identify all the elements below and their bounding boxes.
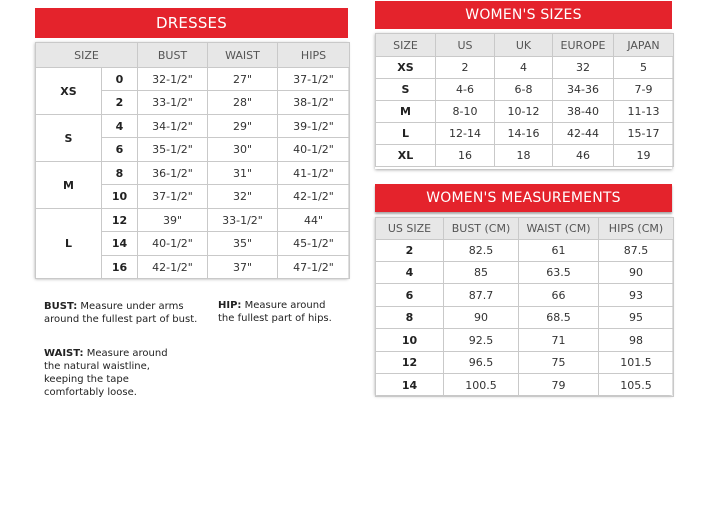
us-size-value: 8 xyxy=(376,307,444,329)
waist-value: 30" xyxy=(208,138,278,162)
hips-cm-value: 105.5 xyxy=(599,374,674,397)
table-row xyxy=(36,68,350,91)
bust-value: 32-1/2" xyxy=(138,68,208,91)
size-label: L xyxy=(376,123,436,145)
bust-value: 34-1/2" xyxy=(138,115,208,138)
us-size-value: 14 xyxy=(376,374,444,397)
hips-cm-value: 101.5 xyxy=(599,352,674,374)
hip-note xyxy=(218,299,343,325)
hip-note-text: Measure around the fullest part of hips. xyxy=(218,300,332,324)
waist-value: 37" xyxy=(208,256,278,279)
waist-value: 29" xyxy=(208,115,278,138)
womens-measurements-title: WOMEN'S MEASUREMENTS xyxy=(375,184,672,212)
table-row xyxy=(36,162,350,185)
size-label: XL xyxy=(376,145,436,167)
table-row xyxy=(376,262,674,284)
waist-cm-value: 63.5 xyxy=(519,262,599,284)
us-value: 12-14 xyxy=(436,123,495,145)
waist-note xyxy=(44,347,184,399)
hips-cm-value: 87.5 xyxy=(599,240,674,262)
hips-value: 40-1/2" xyxy=(278,138,350,162)
bust-note-text: Measure under arms around the fullest part of bust. xyxy=(44,301,198,325)
table-row xyxy=(376,123,674,145)
col-header-size: SIZE xyxy=(376,34,436,57)
table-row xyxy=(376,57,674,79)
size-number: 6 xyxy=(102,138,138,162)
size-number: 10 xyxy=(102,185,138,209)
uk-value: 14-16 xyxy=(495,123,553,145)
col-header-bust: BUST xyxy=(138,43,208,68)
waist-value: 27" xyxy=(208,68,278,91)
waist-cm-value: 61 xyxy=(519,240,599,262)
europe-value: 38-40 xyxy=(553,101,614,123)
us-size-value: 12 xyxy=(376,352,444,374)
japan-value: 11-13 xyxy=(614,101,674,123)
europe-value: 42-44 xyxy=(553,123,614,145)
japan-value: 5 xyxy=(614,57,674,79)
us-size-value: 6 xyxy=(376,284,444,307)
size-number: 2 xyxy=(102,91,138,115)
size-number: 14 xyxy=(102,232,138,256)
bust-note-label: BUST: xyxy=(44,301,78,312)
us-size-value: 2 xyxy=(376,240,444,262)
hips-cm-value: 98 xyxy=(599,329,674,352)
uk-value: 10-12 xyxy=(495,101,553,123)
bust-cm-value: 87.7 xyxy=(444,284,519,307)
col-header-waist-cm: WAIST (CM) xyxy=(519,218,599,240)
col-header-japan: JAPAN xyxy=(614,34,674,57)
japan-value: 19 xyxy=(614,145,674,167)
uk-value: 4 xyxy=(495,57,553,79)
waist-value: 31" xyxy=(208,162,278,185)
waist-cm-value: 68.5 xyxy=(519,307,599,329)
table-row xyxy=(376,145,674,167)
hips-value: 47-1/2" xyxy=(278,256,350,279)
hips-value: 41-1/2" xyxy=(278,162,350,185)
hips-cm-value: 93 xyxy=(599,284,674,307)
waist-note-label: WAIST: xyxy=(44,348,84,359)
waist-cm-value: 79 xyxy=(519,374,599,397)
bust-value: 42-1/2" xyxy=(138,256,208,279)
size-number: 12 xyxy=(102,209,138,232)
bust-value: 36-1/2" xyxy=(138,162,208,185)
size-number: 0 xyxy=(102,68,138,91)
bust-cm-value: 82.5 xyxy=(444,240,519,262)
waist-value: 35" xyxy=(208,232,278,256)
dresses-table xyxy=(35,42,350,279)
size-label: M xyxy=(376,101,436,123)
japan-value: 15-17 xyxy=(614,123,674,145)
bust-value: 39" xyxy=(138,209,208,232)
hips-cm-value: 90 xyxy=(599,262,674,284)
size-group: L xyxy=(36,209,102,279)
size-number: 8 xyxy=(102,162,138,185)
dresses-title: DRESSES xyxy=(35,8,348,38)
col-header-europe: EUROPE xyxy=(553,34,614,57)
hips-value: 39-1/2" xyxy=(278,115,350,138)
size-group: M xyxy=(36,162,102,209)
hips-value: 45-1/2" xyxy=(278,232,350,256)
bust-cm-value: 100.5 xyxy=(444,374,519,397)
col-header-bust-cm: BUST (CM) xyxy=(444,218,519,240)
womens-measurements-table xyxy=(375,217,674,397)
table-row xyxy=(376,240,674,262)
uk-value: 6-8 xyxy=(495,79,553,101)
hips-value: 37-1/2" xyxy=(278,68,350,91)
us-size-value: 10 xyxy=(376,329,444,352)
waist-cm-value: 71 xyxy=(519,329,599,352)
hips-value: 42-1/2" xyxy=(278,185,350,209)
japan-value: 7-9 xyxy=(614,79,674,101)
size-group: XS xyxy=(36,68,102,115)
table-row xyxy=(376,284,674,307)
us-value: 16 xyxy=(436,145,495,167)
col-header-uk: UK xyxy=(495,34,553,57)
col-header-hips: HIPS xyxy=(278,43,350,68)
size-label: S xyxy=(376,79,436,101)
womens-sizes-title: WOMEN'S SIZES xyxy=(375,1,672,29)
waist-value: 33-1/2" xyxy=(208,209,278,232)
bust-value: 35-1/2" xyxy=(138,138,208,162)
hips-value: 38-1/2" xyxy=(278,91,350,115)
us-value: 4-6 xyxy=(436,79,495,101)
size-number: 4 xyxy=(102,115,138,138)
bust-value: 40-1/2" xyxy=(138,232,208,256)
bust-cm-value: 92.5 xyxy=(444,329,519,352)
womens-sizes-table xyxy=(375,33,674,167)
bust-cm-value: 90 xyxy=(444,307,519,329)
hips-cm-value: 95 xyxy=(599,307,674,329)
europe-value: 34-36 xyxy=(553,79,614,101)
col-header-us: US xyxy=(436,34,495,57)
bust-value: 33-1/2" xyxy=(138,91,208,115)
table-row xyxy=(376,329,674,352)
table-row xyxy=(376,101,674,123)
hips-value: 44" xyxy=(278,209,350,232)
table-row xyxy=(376,374,674,397)
waist-note-text: Measure around the natural waistline, keeping the tape comfortably loose. xyxy=(44,348,168,398)
table-row xyxy=(36,209,350,232)
size-group: S xyxy=(36,115,102,162)
bust-cm-value: 96.5 xyxy=(444,352,519,374)
waist-cm-value: 75 xyxy=(519,352,599,374)
table-row xyxy=(376,307,674,329)
col-header-hips-cm: HIPS (CM) xyxy=(599,218,674,240)
size-number: 16 xyxy=(102,256,138,279)
uk-value: 18 xyxy=(495,145,553,167)
col-header-size: SIZE xyxy=(36,43,138,68)
us-size-value: 4 xyxy=(376,262,444,284)
waist-value: 28" xyxy=(208,91,278,115)
europe-value: 46 xyxy=(553,145,614,167)
us-value: 2 xyxy=(436,57,495,79)
table-row xyxy=(376,79,674,101)
us-value: 8-10 xyxy=(436,101,495,123)
size-label: XS xyxy=(376,57,436,79)
table-row xyxy=(376,352,674,374)
europe-value: 32 xyxy=(553,57,614,79)
col-header-waist: WAIST xyxy=(208,43,278,68)
waist-cm-value: 66 xyxy=(519,284,599,307)
bust-note xyxy=(44,300,209,326)
table-row xyxy=(36,115,350,138)
col-header-us-size: US SIZE xyxy=(376,218,444,240)
bust-cm-value: 85 xyxy=(444,262,519,284)
waist-value: 32" xyxy=(208,185,278,209)
bust-value: 37-1/2" xyxy=(138,185,208,209)
hip-note-label: HIP: xyxy=(218,300,242,311)
